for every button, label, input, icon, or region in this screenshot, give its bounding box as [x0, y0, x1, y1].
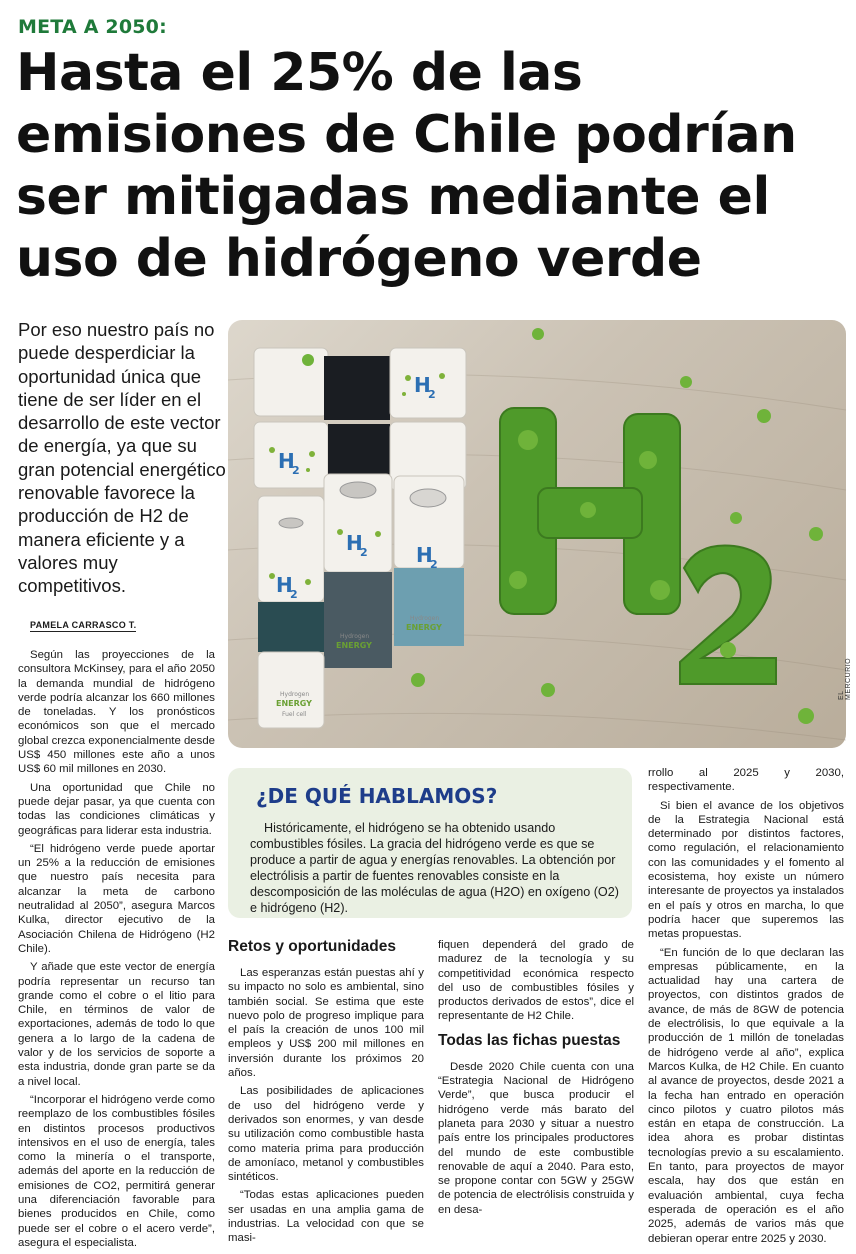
sidebar-box — [228, 768, 632, 918]
sidebar-box-text: Históricamente, el hidrógeno se ha obtenido usando combustibles fósiles. La gracia del hidrógeno verde es que se produce a partir de agua y energías renovables. La obtención por electrólisis a partir de fuentes renovables consiste en la descomposición de las moléculas de agua (H2O) en oxígeno (O2) e hidrógeno (H2). — [250, 821, 619, 915]
paragraph: Según las proyecciones de la consultora McKinsey, para el año 2050 la demanda mundial de hidrógeno verde podría alcanzar los 660 millones de toneladas. Y los pronósticos económicos son que el mercado global crezca exponencialmente desde US$ 450 millones este año a unos US$ 60 mil millones en 2030. — [18, 649, 215, 776]
paragraph: Desde 2020 Chile cuenta con una “Estrategia Nacional de Hidrógeno Verde”, que busca producir el hidrógeno verde más barato del planeta para 2030 y situar a nuestro país entre los principales productores del mundo de este combustible renovable de aquí a 2040. Para esto, se propone contar con 5GW y 25GW de potencia de electrólisis construida y en desa- — [438, 1060, 634, 1216]
sidebar-box-title: ¿DE QUÉ HABLAMOS? — [256, 784, 498, 808]
column-4 — [648, 766, 844, 1250]
paragraph: Las esperanzas están puestas ahí y su impacto no solo es ambiental, sino también social. Se estima que este nuevo polo de progreso implique para el país la creación de unos 100 mil empleos y US$ 200 mil millones en inversión durante los próximos 20 años. — [228, 967, 424, 1080]
svg-text:H: H — [416, 543, 433, 567]
headline: Hasta el 25% de las emisiones de Chile podrían ser mitigadas mediante el uso de hidrógeno verde — [16, 43, 797, 289]
svg-text:H: H — [276, 573, 293, 597]
svg-text:ENERGY: ENERGY — [276, 699, 312, 708]
svg-text:ENERGY: ENERGY — [336, 641, 372, 650]
svg-text:H: H — [414, 373, 431, 397]
svg-text:2: 2 — [428, 388, 436, 401]
photo-credit: EL MERCURIO — [838, 657, 852, 700]
paragraph: fiquen dependerá del grado de madurez de la tecnología y su competitividad económica respecto del uso de combustibles fósiles y productos derivados de estos”, dice el representante de H2 Chile. — [438, 939, 634, 1023]
battery-group — [254, 348, 466, 728]
svg-text:Fuel cell: Fuel cell — [282, 711, 307, 718]
svg-text:2: 2 — [430, 558, 438, 571]
paragraph: Si bien el avance de los objetivos de la Estrategia Nacional está determinado por distintos factores, como regulación, el relacionamiento con las comunidades y el fomento al ecosistema, hoy existe un número interesante de proyectos ya instalados en el país y otros en marcha, lo que podría hacer que superemos las metas propuestas. — [648, 799, 844, 941]
column-2 — [228, 966, 424, 1250]
paragraph: Una oportunidad que Chile no puede dejar pasar, ya que cuenta con todas las condiciones climáticas y geográficas para liderar esta industria. — [18, 781, 215, 837]
svg-text:ENERGY: ENERGY — [406, 623, 442, 632]
column-1 — [18, 648, 215, 1254]
paragraph: Y añade que este vector de energía podría representar un recurso tan grande como el cobre o el litio para Chile, en términos de valor de exportaciones, además de todo lo que genera a lo largo de la cadena de valor y de los servicios de soporte a esta industria, donde gran parte se da a nivel local. — [18, 961, 215, 1088]
svg-text:H: H — [346, 531, 363, 555]
moss-h2 — [500, 408, 776, 684]
paragraph: “El hidrógeno verde puede aportar un 25% a la reducción de emisiones que nuestro país necesita para alcanzar la meta de carbono neutralidad al 2050”, asegura Marcos Kulka, director ejecutivo de la Asociación Chilena de Hidrógeno (H2 Chile). — [18, 842, 215, 955]
paragraph: rrollo al 2025 y 2030, respectivamente. — [648, 767, 844, 794]
svg-text:Hydrogen: Hydrogen — [280, 691, 310, 698]
paragraph: Las posibilidades de aplicaciones de uso del hidrógeno verde y derivados son enormes, y van desde su utilización como combustible hasta como materia prima para producción de amoníaco, metanol y combustibles sintéticos. — [228, 1085, 424, 1184]
svg-text:2: 2 — [360, 546, 368, 559]
svg-text:H: H — [278, 449, 295, 473]
paragraph: “Todas estas aplicaciones pueden ser usadas en una amplia gama de industrias. La velocidad con que se masi- — [228, 1189, 424, 1245]
hydrogen-photo — [228, 320, 846, 748]
photo-illustration — [228, 320, 846, 748]
svg-text:2: 2 — [292, 464, 300, 477]
svg-text:2: 2 — [290, 588, 298, 601]
svg-text:Hydrogen: Hydrogen — [340, 633, 370, 640]
byline: PAMELA CARRASCO T. — [30, 620, 137, 630]
paragraph: “En función de lo que declaran las empresas públicamente, en la actualidad hay una cartera de proyectos, con distintos grados de avance, de más de 8GW de potencia de electrólisis, lo que equivale a la producción de 1 millón de toneladas de hidrógeno verde al año”, explica Marcos Kulka, de H2 Chile. En cuanto al avance de proyectos, desde 2021 a la fecha han entrado en operación cinco pilotos y cuatro pilotos más están en etapa de construcción. La idea ahora es probar distintas tecnologías previo a su escalamiento. En tanto, para proyectos de mayor escala, hay dos que están en evaluación ambiental, cuya fecha esperada de operación es el año 2025, además de varios más que debieran operar entre 2025 y 2030. — [648, 946, 844, 1245]
section-heading-fichas: Todas las fichas puestas — [438, 1031, 621, 1049]
paragraph: “Incorporar el hidrógeno verde como reemplazo de los combustibles fósiles en distintos procesos productivos intensivos en el uso de energía, tales como la minería o el transporte, además del aporte en la reducción de emisiones de CO2, permitirá generar una diferenciación favorable para bienes producidos en Chile, como puede ser el cobre o el acero verde”, asegura el especialista. — [18, 1093, 215, 1249]
kicker: META A 2050: — [18, 16, 167, 38]
lede: Por eso nuestro país no puede desperdiciar la oportunidad única que tiene de ser líder en el desarrollo de este vector de energía, ya que su gran potencial energético renovable favorece la producción de H2 de manera eficiente y a valores muy competitivos. — [18, 319, 226, 597]
section-heading-retos: Retos y oportunidades — [228, 938, 396, 955]
column-3 — [438, 938, 634, 1221]
svg-text:Hydrogen: Hydrogen — [410, 615, 440, 622]
